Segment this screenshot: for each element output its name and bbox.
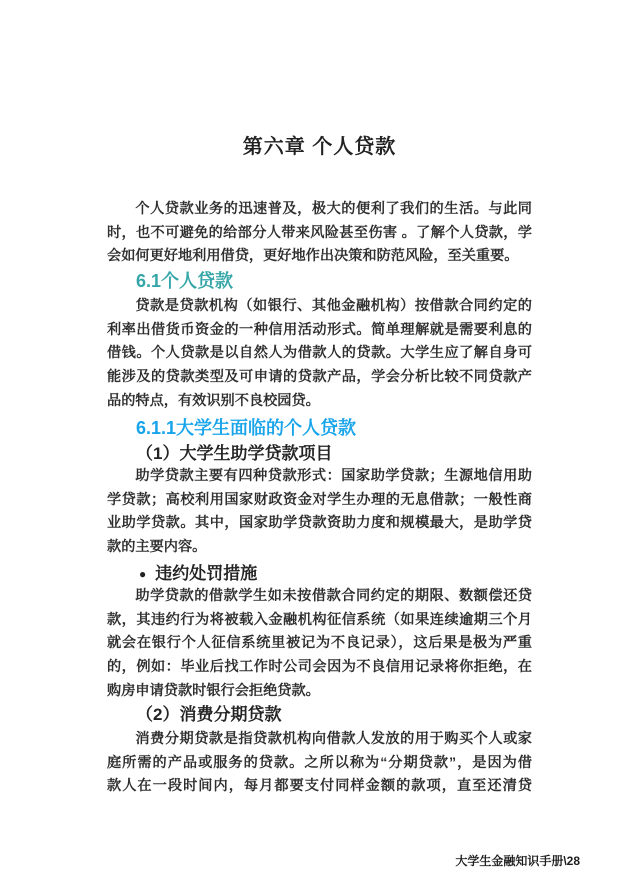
text-line: 学贷款；高校利用国家财政资金对学生办理的无息借款；一般性商 <box>107 491 532 508</box>
text-line: 会如何更好地利用借贷，更好地作出决策和防范风险，至关重要。 <box>107 248 519 265</box>
text-line: 购房申请贷款时银行会拒绝贷款。 <box>107 682 320 699</box>
text-line: 款的主要内容。 <box>107 539 207 556</box>
bullet-heading-penalty <box>107 563 532 585</box>
bullet-icon: ● <box>139 567 147 581</box>
chapter-title: 第六章 个人贷款 <box>242 136 397 158</box>
penalty-paragraph <box>107 585 532 703</box>
subheading-student-loan-program: （1）大学生助学贷款项目 <box>136 444 333 463</box>
text-line: 利率出借货币资金的一种信用活动形式。简单理解就是需要利息的 <box>107 321 532 338</box>
section-6-1-paragraph <box>107 295 532 413</box>
text-line: 助学贷款的借款学生如未按借款合同约定的期限、数额偿还贷 <box>135 588 532 604</box>
installment-loan-paragraph <box>107 728 532 799</box>
text-line: 款人在一段时间内，每月都要支付同样金额的款项，直至还清贷 <box>107 778 532 795</box>
text-line: 能涉及的贷款类型及可申请的贷款产品，学会分析比较不同贷款产 <box>107 369 532 386</box>
bullet-heading-label: 违约处罚措施 <box>155 564 258 583</box>
text-line: 时，也不可避免的给部分人带来风险甚至伤害 。了解个人贷款，学 <box>107 224 532 241</box>
text-line: 个人贷款业务的迅速普及，极大的便利了我们的生活。与此同 <box>135 201 532 217</box>
text-line: 消费分期贷款是指贷款机构向借款人发放的用于购买个人或家 <box>135 731 532 747</box>
text-line: 庭所需的产品或服务的贷款。之所以称为“分期贷款”，是因为借 <box>107 754 532 771</box>
section-heading-6-1-1: 6.1.1大学生面临的个人贷款 <box>136 418 357 438</box>
text-line: 业助学贷款。其中，国家助学贷款资助力度和规模最大，是助学贷 <box>107 515 532 532</box>
text-line: 的，例如：毕业后找工作时公司会因为不良信用记录将你拒绝，在 <box>107 659 532 676</box>
text-line: 就会在银行个人征信系统里被记为不良记录），这后果是极为严重 <box>107 635 532 652</box>
text-line: 助学贷款主要有四种贷款形式：国家助学贷款；生源地信用助 <box>135 468 532 484</box>
text-line: 品的特点，有效识别不良校园贷。 <box>107 392 320 409</box>
intro-paragraph <box>107 198 532 269</box>
text-line: 贷款是贷款机构（如银行、其他金融机构）按借款合同约定的 <box>135 298 532 314</box>
page-footer: 大学生金融知识手册\28 <box>455 854 580 868</box>
text-line: 款，其违约行为将被载入金融机构征信系统（如果连续逾期三个月 <box>107 611 532 628</box>
student-loan-paragraph <box>107 465 532 560</box>
subheading-installment-loan: （2）消费分期贷款 <box>136 705 282 724</box>
text-line: 借钱。个人贷款是以自然人为借款人的贷款。大学生应了解自身可 <box>107 345 532 362</box>
section-heading-6-1: 6.1个人贷款 <box>136 271 234 291</box>
